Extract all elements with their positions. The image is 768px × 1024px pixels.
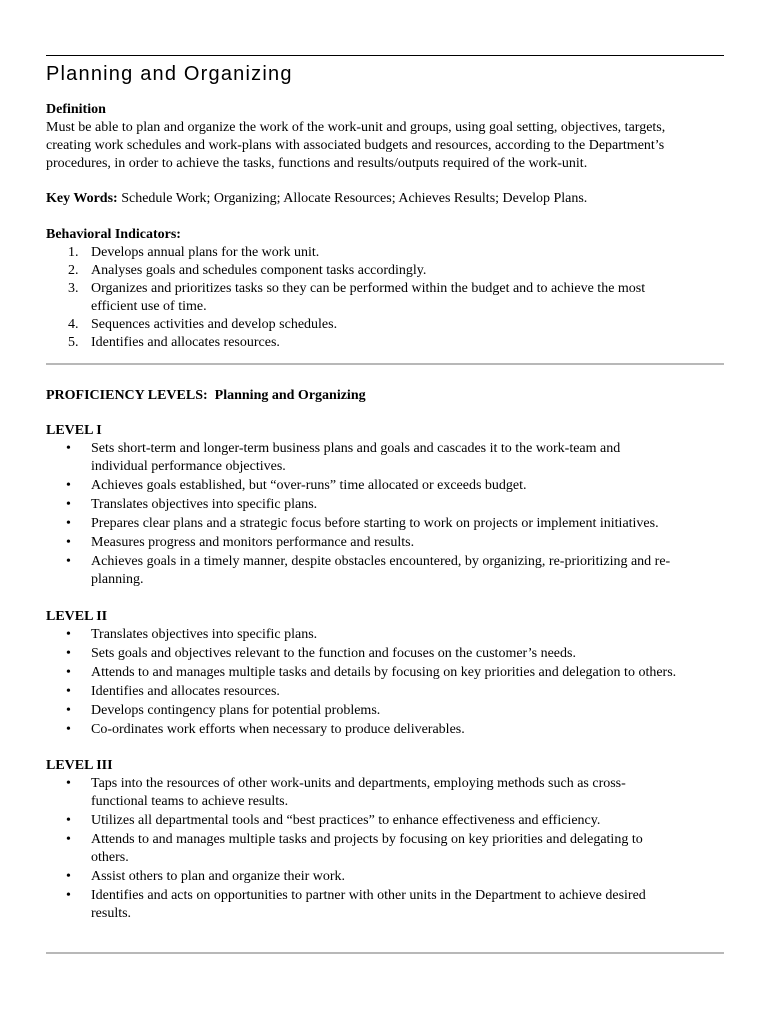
- behavioral-item-text: Analyses goals and schedules component tasks accordingly.: [91, 263, 427, 278]
- level-item: [46, 440, 724, 476]
- level-3-section: [46, 757, 724, 924]
- bullet-icon: •: [66, 627, 71, 642]
- level-item-text: Attends to and manages multiple tasks and details by focusing on key priorities and delegation to others.: [91, 665, 677, 680]
- page-title: Planning and Organizing: [46, 63, 293, 85]
- level-item: [46, 812, 724, 830]
- behavioral-indicators-section: [46, 226, 724, 352]
- level-item-text: Translates objectives into specific plans.: [91, 497, 318, 512]
- behavioral-item-text: efficient use of time.: [91, 299, 207, 314]
- level-1-section: [46, 422, 724, 590]
- bullet-icon: •: [66, 776, 71, 791]
- list-number: 4.: [68, 317, 79, 332]
- bullet-icon: •: [66, 497, 71, 512]
- behavioral-item: [46, 280, 724, 316]
- bullet-icon: •: [66, 813, 71, 828]
- bottom-divider: [46, 952, 724, 954]
- level-1-list: [46, 440, 724, 589]
- level-item: [46, 831, 724, 867]
- level-item-text: Prepares clear plans and a strategic focus before starting to work on projects or implement initiatives.: [91, 516, 659, 531]
- level-3-list: [46, 775, 724, 923]
- level-item-text: Develops contingency plans for potential problems.: [91, 703, 381, 718]
- bullet-icon: •: [66, 665, 71, 680]
- level-item: [46, 775, 724, 811]
- level-item-text: functional teams to achieve results.: [91, 794, 289, 809]
- definition-line: creating work schedules and work-plans with associated budgets and resources, according to the Department’s: [46, 138, 665, 153]
- level-item-text: Identifies and acts on opportunities to partner with other units in the Department to achieve desired: [91, 888, 646, 903]
- section-divider: [46, 363, 724, 365]
- definition-heading: Definition: [46, 102, 106, 117]
- level-item-text: Co-ordinates work efforts when necessary to produce deliverables.: [91, 722, 465, 737]
- bullet-icon: •: [66, 703, 71, 718]
- bullet-icon: •: [66, 441, 71, 456]
- behavioral-item: [46, 316, 724, 334]
- level-2-section: [46, 608, 724, 740]
- level-item: [46, 887, 724, 923]
- level-item: [46, 664, 724, 682]
- bullet-icon: •: [66, 888, 71, 903]
- level-item: [46, 553, 724, 589]
- level-item-text: Utilizes all departmental tools and “best practices” to enhance effectiveness and efficiency.: [91, 813, 601, 828]
- level-item: [46, 702, 724, 720]
- list-number: 1.: [68, 245, 79, 260]
- level-item-text: Measures progress and monitors performance and results.: [91, 535, 415, 550]
- list-number: 3.: [68, 281, 79, 296]
- bullet-icon: •: [66, 684, 71, 699]
- level-item: [46, 534, 724, 552]
- list-number: 5.: [68, 335, 79, 350]
- behavioral-item-text: Identifies and allocates resources.: [91, 335, 280, 350]
- behavioral-item: [46, 262, 724, 280]
- bullet-icon: •: [66, 554, 71, 569]
- behavioral-item: [46, 334, 724, 352]
- level-item: [46, 721, 724, 739]
- level-item-text: Achieves goals established, but “over-runs” time allocated or exceeds budget.: [91, 478, 527, 493]
- level-item: [46, 868, 724, 886]
- level-item-text: Attends to and manages multiple tasks and projects by focusing on key priorities and delegating to: [91, 832, 643, 847]
- level-item-text: Assist others to plan and organize their work.: [91, 869, 346, 884]
- level-item: [46, 477, 724, 495]
- level-item-text: planning.: [91, 572, 144, 587]
- proficiency-section: [46, 387, 724, 405]
- level-item-text: Sets goals and objectives relevant to the function and focuses on the customer’s needs.: [91, 646, 576, 661]
- level-item-text: Taps into the resources of other work-units and departments, employing methods such as cross-: [91, 776, 626, 791]
- behavioral-list: [46, 244, 724, 352]
- level-heading: LEVEL III: [46, 758, 113, 773]
- level-2-list: [46, 626, 724, 739]
- list-number: 2.: [68, 263, 79, 278]
- bullet-icon: •: [66, 722, 71, 737]
- behavioral-item: [46, 244, 724, 262]
- behavioral-item-text: Sequences activities and develop schedules.: [91, 317, 338, 332]
- level-item: [46, 626, 724, 644]
- definition-line: Must be able to plan and organize the work of the work-unit and groups, using goal setting, objectives, targets,: [46, 120, 666, 135]
- level-item-text: results.: [91, 906, 132, 921]
- key-words-label: Key Words:: [46, 191, 118, 206]
- level-item-text: Identifies and allocates resources.: [91, 684, 280, 699]
- level-item: [46, 645, 724, 663]
- bullet-icon: •: [66, 832, 71, 847]
- definition-line: procedures, in order to achieve the tasks, functions and results/outputs required of the work-unit.: [46, 156, 588, 171]
- bullet-icon: •: [66, 516, 71, 531]
- level-heading: LEVEL I: [46, 423, 102, 438]
- level-heading: LEVEL II: [46, 609, 108, 624]
- bullet-icon: •: [66, 478, 71, 493]
- behavioral-heading: Behavioral Indicators:: [46, 227, 181, 242]
- bullet-icon: •: [66, 869, 71, 884]
- behavioral-item-text: Organizes and prioritizes tasks so they can be performed within the budget and to achieve the most: [91, 281, 646, 296]
- level-item-text: individual performance objectives.: [91, 459, 286, 474]
- level-item-text: others.: [91, 850, 129, 865]
- key-words-section: [46, 190, 724, 208]
- bullet-icon: •: [66, 646, 71, 661]
- level-item-text: Sets short-term and longer-term business plans and goals and cascades it to the work-team and: [91, 441, 621, 456]
- definition-section: [46, 101, 724, 173]
- level-item: [46, 515, 724, 533]
- behavioral-item-text: Develops annual plans for the work unit.: [91, 245, 320, 260]
- level-item-text: Achieves goals in a timely manner, despite obstacles encountered, by organizing, re-prioritizing and re-: [91, 554, 671, 569]
- level-item: [46, 683, 724, 701]
- key-words-text: Schedule Work; Organizing; Allocate Resources; Achieves Results; Develop Plans.: [117, 191, 588, 206]
- level-item-text: Translates objectives into specific plans.: [91, 627, 318, 642]
- top-rule: [46, 55, 724, 56]
- proficiency-heading: PROFICIENCY LEVELS: Planning and Organizing: [46, 388, 366, 403]
- bullet-icon: •: [66, 535, 71, 550]
- level-item: [46, 496, 724, 514]
